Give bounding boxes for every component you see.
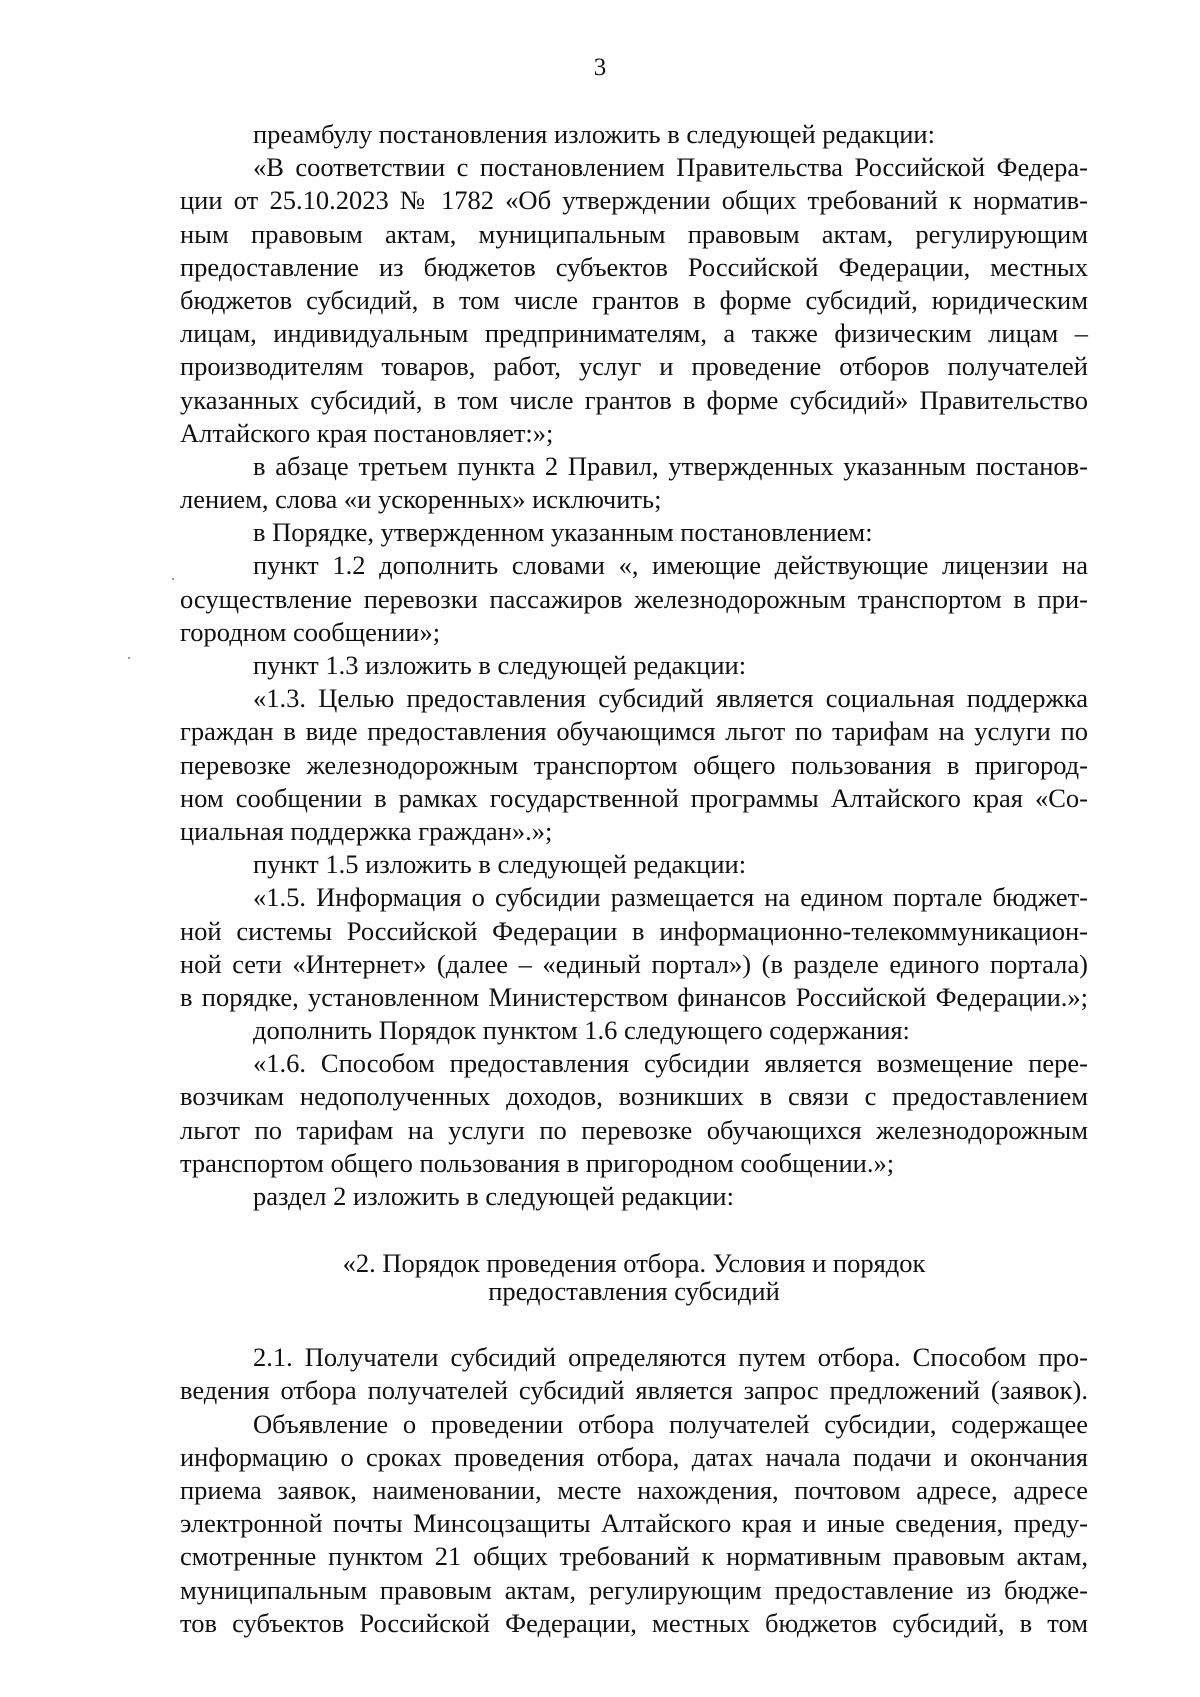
text-line: ной системы Российской Федерации в информационно-телекоммуникацион- xyxy=(180,915,1088,946)
text-line: указанных субсидий, в том числе грантов в форме субсидий» Правительство xyxy=(180,384,1088,415)
text-line: циальная поддержка граждан».»; xyxy=(180,815,553,846)
text-line: «В соответствии с постановлением Правительства Российской Федера- xyxy=(253,152,1088,183)
body-part-1 xyxy=(180,118,1088,1213)
text-line: раздел 2 изложить в следующей редакции: xyxy=(253,1181,734,1211)
text-line: пункт 1.5 изложить в следующей редакции: xyxy=(253,849,747,880)
section-heading-line-2: предоставления субсидий xyxy=(488,1276,780,1307)
scan-speck xyxy=(128,657,130,659)
text-line: лением, слова «и ускоренных» исключить; xyxy=(180,484,662,515)
text-line: производителям товаров, работ, услуг и проведение отборов получателей xyxy=(180,351,1088,382)
text-line: осуществление перевозки пассажиров железнодорожным транспортом в при- xyxy=(180,583,1088,614)
text-line: городном сообщении»; xyxy=(180,616,441,647)
text-line: электронной почты Минсоцзащиты Алтайского края и иные сведения, преду- xyxy=(180,1508,1088,1539)
text-line: информацию о сроках проведения отбора, датах начала подачи и окончания xyxy=(180,1441,1088,1472)
text-line: ции от 25.10.2023 № 1782 «Об утверждении общих требований к норматив- xyxy=(180,185,1088,216)
text-line: тов субъектов Российской Федерации, местных бюджетов субсидий, в том xyxy=(180,1607,1088,1638)
text-line: в порядке, установленном Министерством финансов Российской Федерации.»; xyxy=(180,981,1088,1012)
text-line: смотренные пунктом 21 общих требований к нормативным правовым актам, xyxy=(180,1541,1088,1572)
text-line: предоставление из бюджетов субъектов Российской Федерации, местных xyxy=(180,251,1088,282)
text-line: граждан в виде предоставления обучающимся льгот по тарифам на услуги по xyxy=(180,716,1088,747)
text-line: преамбулу постановления изложить в следующей редакции: xyxy=(253,119,935,149)
text-line: транспортом общего пользования в пригородном сообщении.»; xyxy=(180,1147,895,1178)
text-line: 2.1. Получатели субсидий определяются путем отбора. Способом про- xyxy=(253,1342,1088,1373)
text-line: Алтайского края постановляет:»; xyxy=(180,417,554,448)
section-heading-line-1: «2. Порядок проведения отбора. Условия и порядок xyxy=(342,1248,926,1279)
text-line: ведения отбора получателей субсидий является запрос предложений (заявок). xyxy=(180,1375,1088,1406)
page-number: 3 xyxy=(593,54,607,81)
text-line: «1.6. Способом предоставления субсидии является возмещение пере- xyxy=(253,1048,1088,1079)
text-line: ной сети «Интернет» (далее – «единый портал») (в разделе единого портала) xyxy=(180,948,1088,979)
text-line: возчикам недополученных доходов, возникших в связи с предоставлением xyxy=(180,1081,1088,1112)
scan-speck xyxy=(172,578,174,580)
text-line: Объявление о проведении отбора получателей субсидии, содержащее xyxy=(253,1408,1088,1439)
section-heading xyxy=(180,1249,1088,1305)
text-line: пункт 1.3 изложить в следующей редакции: xyxy=(253,650,747,680)
text-line: приема заявок, наименовании, месте нахождения, почтовом адресе, адресе xyxy=(180,1474,1088,1505)
text-line: бюджетов субсидий, в том числе грантов в форме субсидий, юридическим xyxy=(180,284,1088,315)
text-line: льгот по тарифам на услуги по перевозке обучающихся железнодорожным xyxy=(180,1114,1088,1145)
text-line: «1.3. Целью предоставления субсидий является социальная поддержка xyxy=(253,683,1088,714)
text-line: лицам, индивидуальным предпринимателям, а также физическим лицам – xyxy=(180,318,1088,349)
body-part-2 xyxy=(180,1341,1088,1640)
text-line: перевозке железнодорожным транспортом общего пользования в пригород- xyxy=(180,749,1088,780)
text-line: в Порядке, утвержденном указанным постановлением: xyxy=(253,517,873,548)
text-line: ном сообщении в рамках государственной программы Алтайского края «Со- xyxy=(180,782,1088,813)
text-line: муниципальным правовым актам, регулирующим предоставление из бюдже- xyxy=(180,1574,1088,1605)
text-line: дополнить Порядок пунктом 1.6 следующего содержания: xyxy=(253,1015,910,1046)
document-body xyxy=(180,118,1088,1640)
text-line: в абзаце третьем пункта 2 Правил, утвержденных указанным постанов- xyxy=(253,450,1088,481)
text-line: «1.5. Информация о субсидии размещается на едином портале бюджет- xyxy=(253,882,1088,913)
text-line: ным правовым актам, муниципальным правовым актам, регулирующим xyxy=(180,218,1088,249)
text-line: пункт 1.2 дополнить словами «, имеющие действующие лицензии на xyxy=(253,550,1088,581)
